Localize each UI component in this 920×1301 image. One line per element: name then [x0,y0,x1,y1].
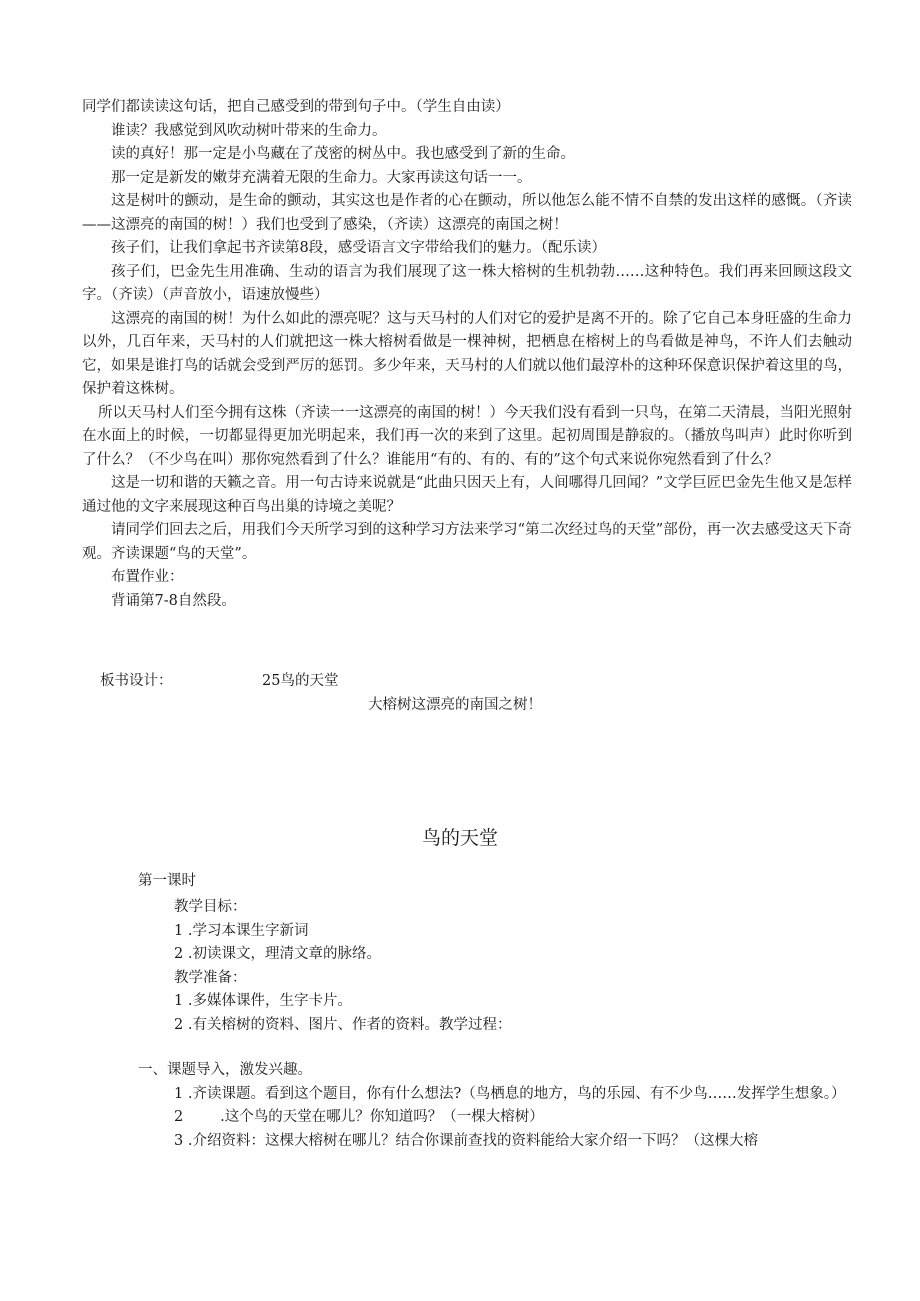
paragraph: 这是一切和谐的天籁之音。用一句古诗来说就是“此曲只因天上有，人间哪得几回闻？”文学巨匠巴金先生他又是怎样通过他的文字来展现这种百鸟出巢的诗境之美呢？ [82,475,852,515]
lesson-title: 鸟的天堂 [421,827,498,849]
goals-heading: 教学目标： [174,899,247,915]
paragraph: 孩子们，巴金先生用准确、生动的语言为我们展现了这一株大榕树的生机勃勃……这种特色。我们再来回顾这段文字。（齐读）（声音放小，语速放慢些） [82,263,852,303]
paragraph: 这漂亮的南国的树！为什么如此的漂亮呢？这与天马村的人们对它的爱护是离不开的。除了它自己本身旺盛的生命力以外，几百年来，天马村的人们就把这一株大榕树看做是一棵神树，把栖息在榕树上的鸟看做是神鸟，不许人们去触动它，如果是谁打鸟的话就会受到严厉的惩罚。多少年来，天马村的人们就以他们最淳朴的这种环保意识保护着这里的鸟，保护着这株树。 [82,310,852,397]
lesson-period: 第一课时 [138,873,196,889]
paragraph: 同学们都读读这句话，把自己感受到的带到句子中。（学生自由读） [82,99,510,115]
paragraph: 孩子们，让我们拿起书齐读第8段，感受语言文字带给我们的魅力。（配乐读） [111,240,606,256]
section-heading: 一、课题导入，激发兴趣。 [138,1062,312,1078]
step-item: 1 .齐读课题。看到这个题目，你有什么想法?（鸟栖息的地方，鸟的乐园、有不少鸟……发挥学生想象。） [174,1085,846,1102]
paragraph: 请同学们回去之后，用我们今天所学习到的这种学习方法来学习“第二次经过鸟的天堂”部份，再一次去感受这天下奇观。齐读课题“鸟的天堂”。 [82,522,852,562]
board-design-label: 板书设计： [100,673,173,689]
paragraph: 读的真好！那一定是小鸟藏在了茂密的树丛中。我也感受到了新的生命。 [111,146,575,162]
board-design-title: 25鸟的天堂 [262,673,339,689]
homework-item: 背诵第7-8自然段。 [111,592,236,609]
step-item: 2 .这个鸟的天堂在哪儿？你知道吗？（一棵大榕树） [174,1109,544,1125]
step-item: 3 .介绍资料：这棵大榕树在哪儿？结合你课前查找的资料能给大家介绍一下吗？（这棵大榕 [174,1132,758,1149]
paragraph: 所以天马村人们至今拥有这株（齐读一一这漂亮的南国的树！）今天我们没有看到一只鸟，在第二天清晨，当阳光照射在水面上的时候，一切都显得更加光明起来，我们再一次的来到了这里。起初周围是静寂的。（播放鸟叫声）此时你听到了什么？（不少鸟在叫）那你宛然看到了什么？谁能用“有的、有的、有的”这个句式来说你宛然看到了什么？ [82,404,852,468]
board-design [100,670,800,720]
paragraph: 那一定是新发的嫩芽充满着无限的生命力。大家再读这句话一一。 [111,169,532,186]
prep-item: 2 .有关榕树的资料、图片、作者的资料。教学过程： [174,1016,512,1033]
homework-heading: 布置作业： [111,569,184,585]
board-design-line: 大榕树这漂亮的南国之树！ [368,697,542,713]
goal-item: 1 .学习本课生字新词 [174,922,309,939]
lesson-text-upper [82,96,852,613]
prep-heading: 教学准备： [174,969,247,986]
prep-item: 1 .多媒体课件，生字卡片。 [174,993,352,1009]
goal-item: 2 .初读课文，理清文章的脉络。 [174,946,381,962]
lesson-plan-body [138,896,854,1153]
paragraph: 这是树叶的颤动，是生命的颤动，其实这也是作者的心在颤动，所以他怎么能不情不自禁的发出这样的感慨。（齐读——这漂亮的南国的树！）我们也受到了感染，（齐读）这漂亮的南国之树！ [82,193,852,233]
paragraph: 谁读？我感觉到风吹动树叶带来的生命力。 [111,122,387,139]
